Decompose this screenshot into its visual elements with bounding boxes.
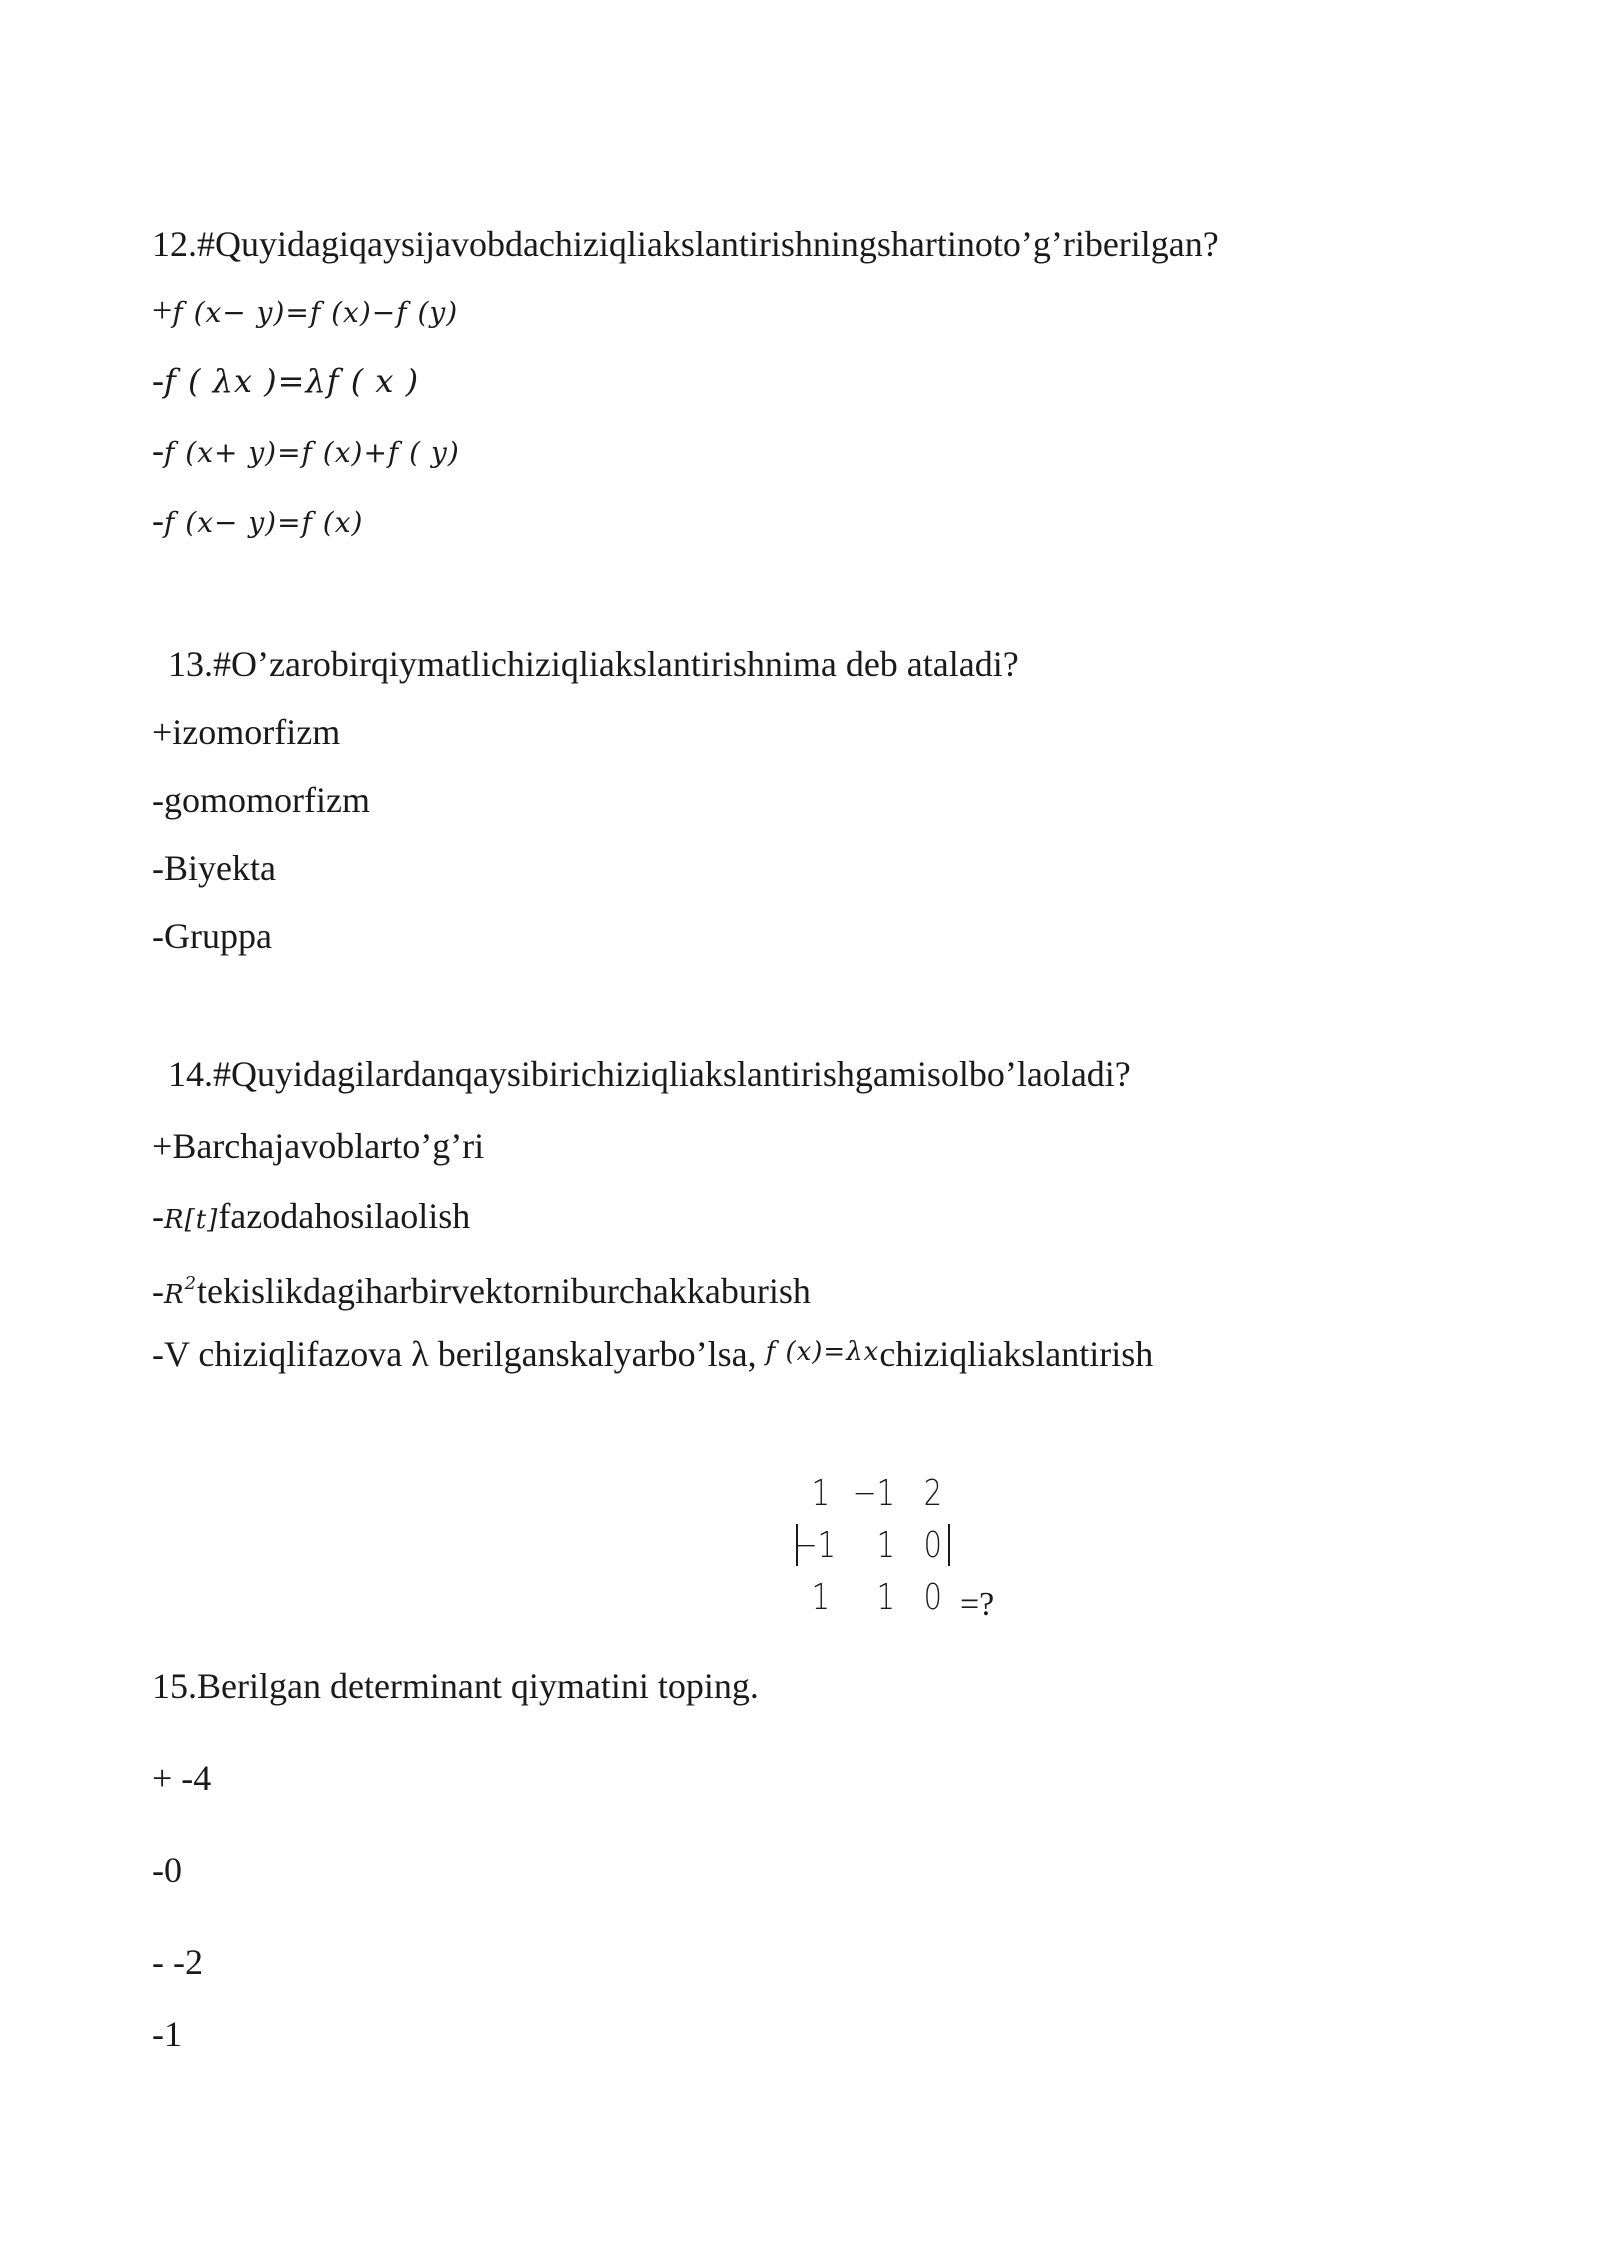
determinant-row-1 [790,1468,990,1520]
q15-option-4: -1 [152,2014,182,2054]
q14-option-2 [152,1194,470,1242]
q14-option-2-math: R[t] [164,1205,219,1235]
q12-option-2 [152,358,419,403]
q14-option-1 [152,1124,484,1168]
q14-question: 14.#Quyidagilardanqaysibirichiziqliakslantirishgamisolbo’laoladi? [168,1054,1131,1094]
determinant-row-2 [790,1520,990,1572]
q14-option-2-text: fazodahosilaolish [218,1196,471,1236]
det-cell-3-3: 0 [923,1577,942,1618]
q12-option-1-formula: f (x− y)=f (x)−f (y) [172,296,459,329]
q13-option-3: -Biyekta [152,848,276,888]
q12-option-4-formula: f (x− y)=f (x) [164,506,364,539]
q12-option-4-marker: - [152,500,164,540]
q12-option-4 [152,498,363,545]
q14-option-4-marker: - [152,1334,164,1374]
determinant [790,1468,1010,1638]
q14-option-2-marker: - [152,1196,164,1236]
q14-option-4 [152,1330,1153,1376]
q15-option-1: + -4 [152,1758,212,1798]
det-cell-1-3: 2 [923,1473,942,1514]
det-cell-2-2: 1 [876,1525,895,1566]
q14-option-3 [152,1262,811,1317]
q14-option-3-math: R [164,1280,185,1310]
q15-question: 15.Berilgan determinant qiymatini toping. [152,1666,759,1706]
q14-option-3-sup: 2 [184,1273,198,1294]
det-cell-2-1: −1 [793,1525,836,1566]
det-cell-3-1: 1 [811,1577,830,1618]
q12-question: 12.#Quyidagiqaysijavobdachiziqliakslantirishningshartinoto’g’riberilgan? [152,224,1219,264]
q14-option-4-math: f (x)=λx [765,1337,880,1367]
q14-option-4-tail: chiziqliakslantirish [879,1334,1154,1374]
q13-option-2: -gomomorfizm [152,780,370,820]
determinant-right-bar [948,1524,950,1566]
q12-option-1 [152,288,458,335]
q12-option-3-formula: f (x+ y)=f (x)+f ( y) [164,436,460,469]
q12-option-1-marker: + [152,290,173,330]
q13-question: 13.#O’zarobirqiymatlichiziqliakslantirishnima deb ataladi? [168,644,1019,684]
q12-option-3-marker: - [152,430,164,470]
determinant-equals: =? [960,1586,995,1623]
q14-option-3-text: tekislikdagiharbirvektorniburchakkaburish [197,1271,811,1311]
q13-option-1: +izomorfizm [152,712,341,752]
q13-option-4: -Gruppa [152,916,272,956]
q14-option-3-marker: - [152,1271,164,1311]
det-cell-2-3: 0 [923,1525,942,1566]
q14-option-4-text: V chiziqlifazova λ berilganskalyarbo’lsa, [164,1334,766,1374]
q15-option-2: -0 [152,1850,182,1890]
q14-option-1-text: Barchajavoblarto’g’ri [172,1126,485,1166]
q12-option-2-marker: - [152,360,164,400]
det-cell-1-2: −1 [852,1473,895,1514]
q12-option-3 [152,428,460,475]
det-cell-1-1: 1 [811,1473,830,1514]
q14-option-1-marker: + [152,1126,173,1166]
det-cell-3-2: 1 [876,1577,895,1618]
q15-option-3: - -2 [152,1942,203,1982]
q12-option-2-formula: f ( λx )=λf ( x ) [164,362,420,400]
